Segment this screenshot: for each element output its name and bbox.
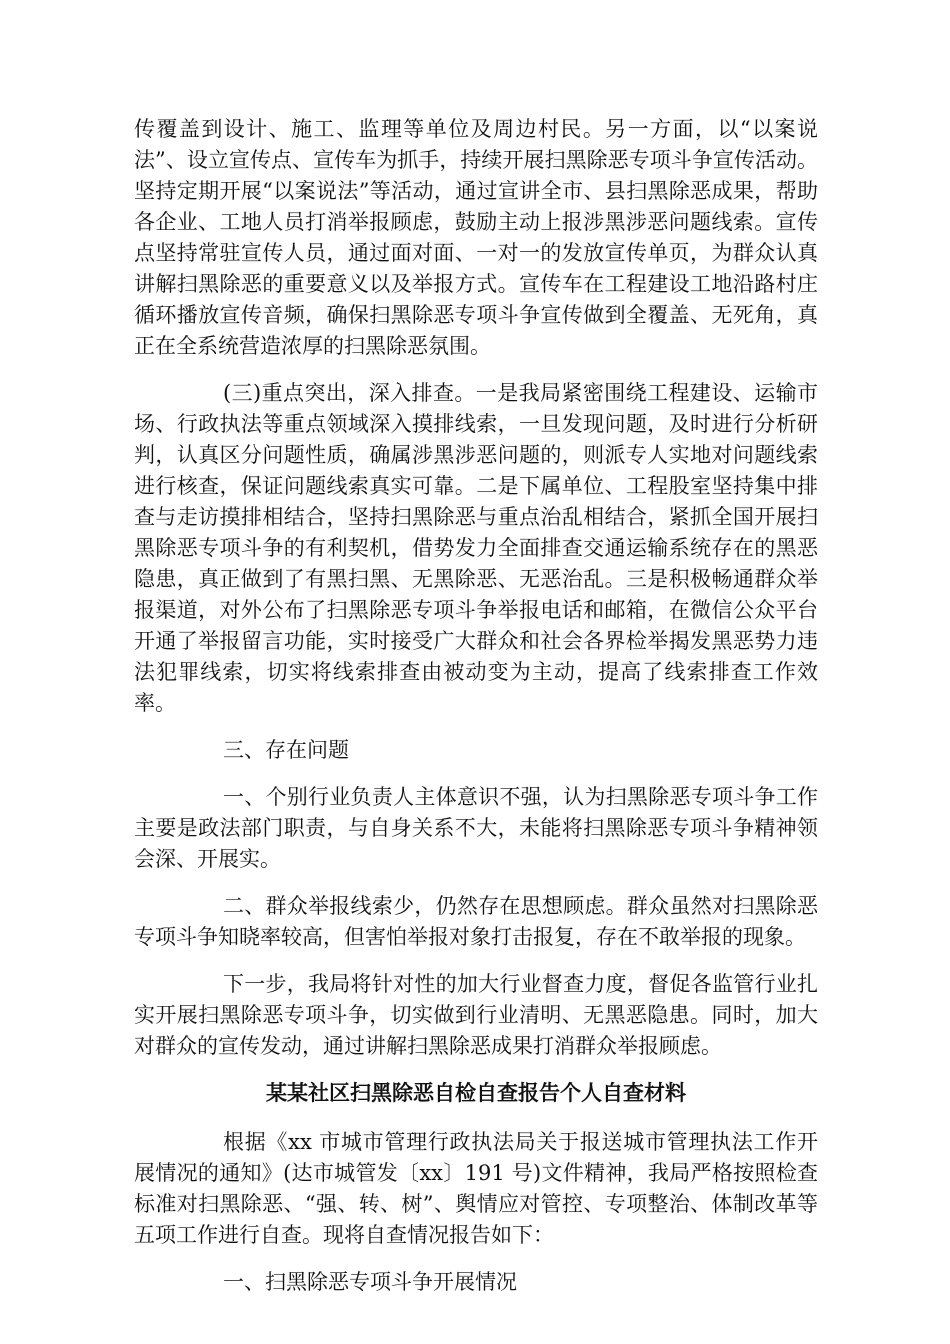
- section-heading-campaign-status: 一、扫黑除恶专项斗争开展情况: [223, 1270, 517, 1294]
- document-title: 某某社区扫黑除恶自检自查报告个人自查材料: [266, 1081, 686, 1105]
- paragraph-report-basis: 根据《xx 市城市管理行政执法局关于报送城市管理执法工作开展情况的通知》(达市城管发〔xx〕191 号)文件精神，我局严格按照检查标准对扫黑除恶、“强、转、树”、舆情应对管控、专项整治、体制改革等五项工作进行自查。现将自查情况报告如下：: [134, 1130, 818, 1247]
- document-body: [134, 114, 818, 1314]
- section-heading-existing-problems: 三、存在问题: [223, 738, 349, 762]
- paragraph-publicity-continued: 传覆盖到设计、施工、监理等单位及周边村民。另一方面，以“以案说法”、设立宣传点、宣传车为抓手，持续开展扫黑除恶专项斗争宣传活动。坚持定期开展“以案说法”等活动，通过宣讲全市、县扫黑除恶成果，帮助各企业、工地人员打消举报顾虑，鼓励主动上报涉黑涉恶问题线索。宣传点坚持常驻宣传人员，通过面对面、一对一的发放宣传单页，为群众认真讲解扫黑除恶的重要意义以及举报方式。宣传车在工程建设工地沿路村庄循环播放宣传音频，确保扫黑除恶专项斗争宣传做到全覆盖、无死角，真正在全系统营造浓厚的扫黑除恶氛围。: [134, 117, 818, 358]
- paragraph-problem-one: 一、个别行业负责人主体意识不强，认为扫黑除恶专项斗争工作主要是政法部门职责，与自身关系不大，未能将扫黑除恶专项斗争精神领会深、开展实。: [134, 785, 818, 871]
- paragraph-key-investigation: (三)重点突出，深入排查。一是我局紧密围绕工程建设、运输市场、行政执法等重点领域深入摸排线索，一旦发现问题，及时进行分析研判，认真区分问题性质，确属涉黑涉恶问题的，则派专人实地对问题线索进行核查，保证问题线索真实可靠。二是下属单位、工程股室坚持集中排查与走访摸排相结合，坚持扫黑除恶与重点治乱相结合，紧抓全国开展扫黑除恶专项斗争的有利契机，借势发力全面排查交通运输系统存在的黑恶隐患，真正做到了有黑扫黑、无黑除恶、无恶治乱。三是积极畅通群众举报渠道，对外公布了扫黑除恶专项斗争举报电话和邮箱，在微信公众平台开通了举报留言功能，实时接受广大群众和社会各界检举揭发黑恶势力违法犯罪线索，切实将线索排查由被动变为主动，提高了线索排查工作效率。: [134, 381, 818, 715]
- paragraph-next-steps: 下一步，我局将针对性的加大行业督查力度，督促各监管行业扎实开展扫黑除恶专项斗争，切实做到行业清明、无黑恶隐患。同时，加大对群众的宣传发动，通过讲解扫黑除恶成果打消群众举报顾虑。: [134, 972, 818, 1058]
- paragraph-problem-two: 二、群众举报线索少，仍然存在思想顾虑。群众虽然对扫黑除恶专项斗争知晓率较高，但害怕举报对象打击报复，存在不敢举报的现象。: [134, 894, 818, 949]
